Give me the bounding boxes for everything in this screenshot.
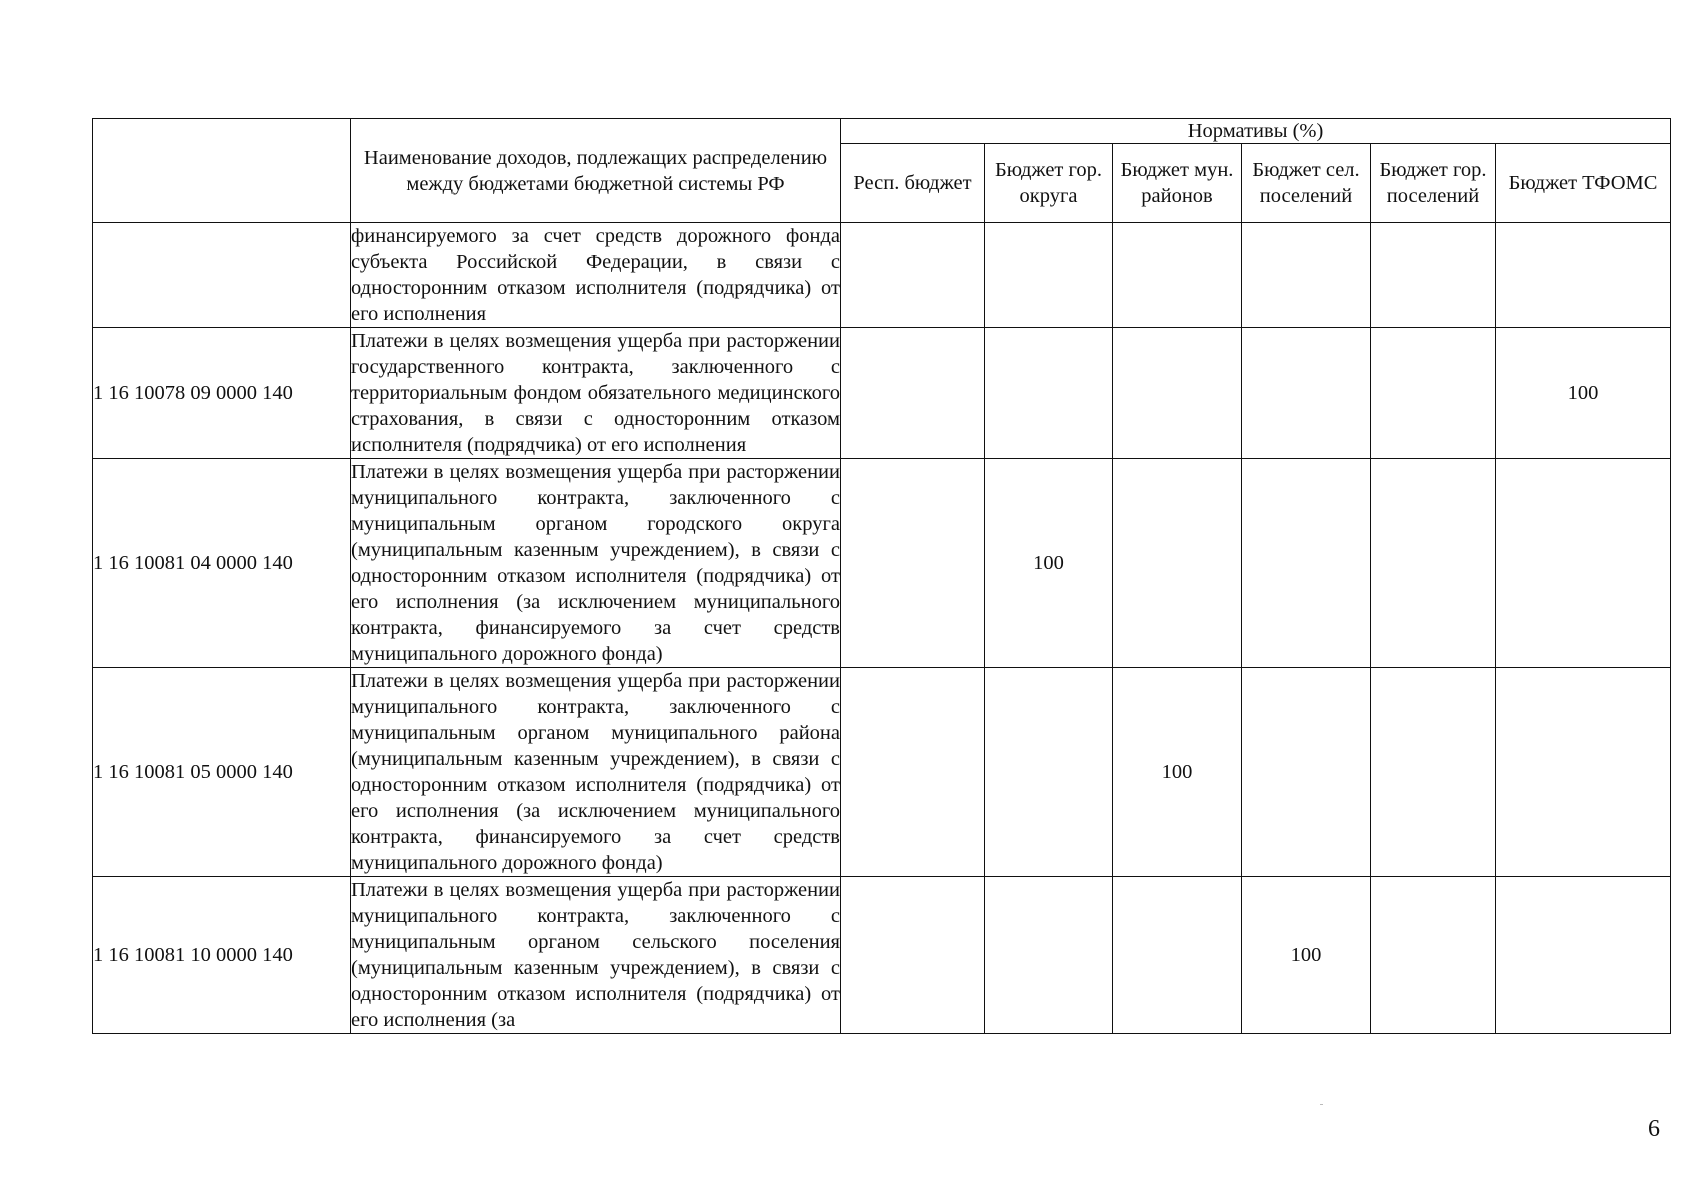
table-row [93,328,1671,459]
income-description: Платежи в целях возмещения ущерба при расторжении муниципального контракта, заключенного с муниципальным органом муниципального района (муниципальным казенным учреждением), в связи с односторонним отказом исполнителя (подрядчика) от его исполнения (за исключением муниципального контракта, финансируемого за счет средств муниципального дорожного фонда) [351,668,841,877]
value-rural-settlements-budget: 100 [1242,877,1371,1034]
value-resp-budget [841,328,985,459]
income-code: 1 16 10081 05 0000 140 [93,668,351,877]
value-tfoms-budget [1496,877,1671,1034]
value-city-district-budget [985,877,1113,1034]
value-tfoms-budget [1496,223,1671,328]
value-tfoms-budget: 100 [1496,328,1671,459]
table-row [93,668,1671,877]
value-rural-settlements-budget [1242,223,1371,328]
header-col-rural-settlements-budget: Бюджет сел. поселений [1242,144,1371,223]
value-resp-budget [841,459,985,668]
value-urban-settlements-budget [1371,459,1496,668]
value-urban-settlements-budget [1371,223,1496,328]
table-header [93,119,1671,223]
value-tfoms-budget [1496,668,1671,877]
header-normatives-title: Нормативы (%) [841,119,1671,144]
value-resp-budget [841,668,985,877]
header-col-city-district-budget: Бюджет гор. округа [985,144,1113,223]
value-municipal-districts-budget [1113,223,1242,328]
value-city-district-budget [985,668,1113,877]
value-rural-settlements-budget [1242,668,1371,877]
value-city-district-budget [985,223,1113,328]
income-code: 1 16 10078 09 0000 140 [93,328,351,459]
value-rural-settlements-budget [1242,328,1371,459]
income-code: 1 16 10081 04 0000 140 [93,459,351,668]
income-code [93,223,351,328]
value-urban-settlements-budget [1371,328,1496,459]
value-municipal-districts-budget [1113,459,1242,668]
table-body [93,223,1671,1034]
value-resp-budget [841,223,985,328]
value-city-district-budget [985,328,1113,459]
income-distribution-table [92,118,1671,1034]
value-resp-budget [841,877,985,1034]
value-urban-settlements-budget [1371,877,1496,1034]
header-col-resp-budget: Респ. бюджет [841,144,985,223]
income-description: Платежи в целях возмещения ущерба при расторжении муниципального контракта, заключенного с муниципальным органом сельского поселения (муниципальным казенным учреждением), в связи с односторонним отказом исполнителя (подрядчика) от его исполнения (за [351,877,841,1034]
table-row [93,223,1671,328]
header-col-urban-settlements-budget: Бюджет гор. поселений [1371,144,1496,223]
value-city-district-budget: 100 [985,459,1113,668]
page-number: 6 [1648,1116,1660,1142]
income-description: Платежи в целях возмещения ущерба при расторжении государственного контракта, заключенного с территориальным фондом обязательного медицинского страхования, в связи с односторонним отказом исполнителя (подрядчика) от его исполнения [351,328,841,459]
table-row [93,877,1671,1034]
value-municipal-districts-budget [1113,328,1242,459]
header-col-municipal-districts-budget: Бюджет мун. районов [1113,144,1242,223]
value-municipal-districts-budget [1113,877,1242,1034]
value-tfoms-budget [1496,459,1671,668]
income-description: финансируемого за счет средств дорожного фонда субъекта Российской Федерации, в связи с односторонним отказом исполнителя (подрядчика) от его исполнения [351,223,841,328]
value-rural-settlements-budget [1242,459,1371,668]
table-row [93,459,1671,668]
income-code: 1 16 10081 10 0000 140 [93,877,351,1034]
header-name-cell: Наименование доходов, подлежащих распределению между бюджетами бюджетной системы РФ [351,119,841,223]
value-municipal-districts-budget: 100 [1113,668,1242,877]
header-code-cell [93,119,351,223]
value-urban-settlements-budget [1371,668,1496,877]
scan-speck [1320,1104,1323,1105]
income-description: Платежи в целях возмещения ущерба при расторжении муниципального контракта, заключенного с муниципальным органом городского округа (муниципальным казенным учреждением), в связи с односторонним отказом исполнителя (подрядчика) от его исполнения (за исключением муниципального контракта, финансируемого за счет средств муниципального дорожного фонда) [351,459,841,668]
header-col-tfoms-budget: Бюджет ТФОМС [1496,144,1671,223]
